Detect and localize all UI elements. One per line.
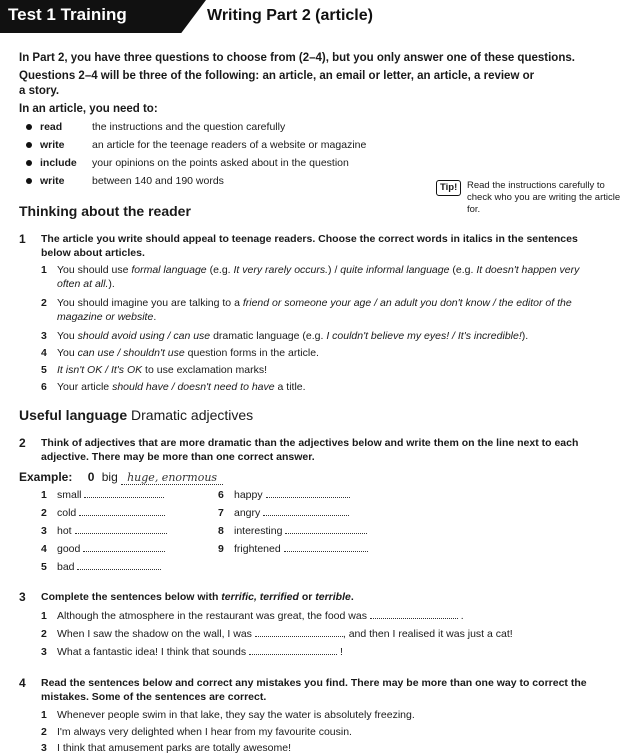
bullet-dot-icon — [26, 178, 32, 184]
intro-paragraph-2b: a story. — [19, 85, 60, 97]
page-header — [0, 0, 629, 33]
list-item: 6 Your article should have / doesn't need to have a title. — [41, 381, 306, 393]
intro-paragraph-3: In an article, you need to: — [19, 103, 158, 115]
answer-line[interactable] — [83, 543, 165, 552]
adjective-item: 3 hot — [41, 525, 167, 537]
list-item: 2 I'm always very delighted when I hear from my favourite cousin. — [41, 726, 352, 738]
bullet-dot-icon — [26, 142, 32, 148]
question-1-text-a: The article you write should appeal to teenage readers. Choose the correct words in italics in the sentences — [41, 233, 578, 245]
answer-line[interactable] — [255, 628, 343, 637]
question-1-text-b: below about articles. — [41, 247, 145, 259]
list-item: 3 What a fantastic idea! I think that sounds ! — [41, 646, 343, 658]
section-title: Writing Part 2 (article) — [207, 7, 373, 24]
adjective-item: 8 interesting — [218, 525, 367, 537]
answer-line[interactable] — [263, 507, 349, 516]
intro-paragraph-2a: Questions 2–4 will be three of the following: an article, an email or letter, an article, a review or — [19, 70, 535, 82]
example-answer: huge, enormous — [121, 471, 223, 485]
list-item: 4 You can use / shouldn't use question forms in the article. — [41, 347, 319, 359]
answer-line[interactable] — [84, 489, 164, 498]
bullet-dot-icon — [26, 160, 32, 166]
list-item: 1 Although the atmosphere in the restaurant was great, the food was . — [41, 610, 464, 622]
answer-line[interactable] — [77, 561, 161, 570]
list-item: 5 It isn't OK / It's OK to use exclamation marks! — [41, 364, 268, 376]
list-item-continued: often at all.). — [57, 278, 115, 290]
question-number: 3 — [19, 590, 26, 604]
intro-paragraph-1: In Part 2, you have three questions to choose from (2–4), but you only answer one of these questions. — [19, 52, 575, 64]
question-4-text-a: Read the sentences below and correct any mistakes you find. There may be more than one way to correct the — [41, 677, 587, 689]
list-item: 1 Whenever people swim in that lake, they say the water is absolutely freezing. — [41, 709, 415, 721]
question-number: 2 — [19, 436, 26, 450]
answer-line[interactable] — [249, 646, 337, 655]
answer-line[interactable] — [79, 507, 165, 516]
list-item: 2 When I saw the shadow on the wall, I was , and then I realised it was just a cat! — [41, 628, 513, 640]
answer-line[interactable] — [75, 525, 167, 534]
adjective-item: 1 small — [41, 489, 164, 501]
section-heading-thinking: Thinking about the reader — [19, 203, 191, 219]
question-4-text-b: mistakes. Some of the sentences are correct. — [41, 691, 267, 703]
answer-line[interactable] — [370, 610, 458, 619]
list-item-continued: magazine or website. — [57, 311, 157, 323]
adjective-item: 9 frightened — [218, 543, 368, 555]
list-item: 3 I think that amusement parks are totally awesome! — [41, 742, 292, 754]
question-2-text-a: Think of adjectives that are more dramatic than the adjectives below and write them on the line next to each — [41, 437, 579, 449]
adjective-item: 7 angry — [218, 507, 349, 519]
adjective-item: 5 bad — [41, 561, 161, 573]
list-item: 1 You should use formal language (e.g. It very rarely occurs.) / quite informal language (e.g. It doesn't happen very — [41, 264, 580, 276]
bullet-item: include your opinions on the points asked about in the question — [26, 157, 349, 169]
question-2-text-b: adjective. There may be more than one correct answer. — [41, 451, 315, 463]
bullet-item: write an article for the teenage readers of a website or magazine — [26, 139, 366, 151]
question-number: 1 — [19, 232, 26, 246]
tip-text: Read the instructions carefully to check who you are writing the article for. — [467, 180, 621, 215]
example-line: Example: 0 big huge, enormous — [19, 470, 223, 484]
answer-line[interactable] — [285, 525, 367, 534]
answer-line[interactable] — [284, 543, 368, 552]
section-heading-useful-language: Useful language Dramatic adjectives — [19, 407, 254, 423]
adjective-item: 2 cold — [41, 507, 165, 519]
adjective-item: 4 good — [41, 543, 165, 555]
list-item: 2 You should imagine you are talking to a friend or someone your age / an adult you don't know / the editor of the — [41, 297, 572, 309]
bullet-dot-icon — [26, 124, 32, 130]
tip-label: Tip! — [436, 180, 461, 196]
list-item: 3 You should avoid using / can use dramatic language (e.g. I couldn't believe my eyes! / It's incredible!). — [41, 330, 529, 342]
question-3-text: Complete the sentences below with terrific, terrified or terrible. — [41, 591, 354, 603]
test-title: Test 1 Training — [8, 5, 127, 24]
answer-line[interactable] — [266, 489, 350, 498]
bullet-item: read the instructions and the question carefully — [26, 121, 285, 133]
question-number: 4 — [19, 676, 26, 690]
adjective-item: 6 happy — [218, 489, 350, 501]
bullet-item: write between 140 and 190 words — [26, 175, 224, 187]
